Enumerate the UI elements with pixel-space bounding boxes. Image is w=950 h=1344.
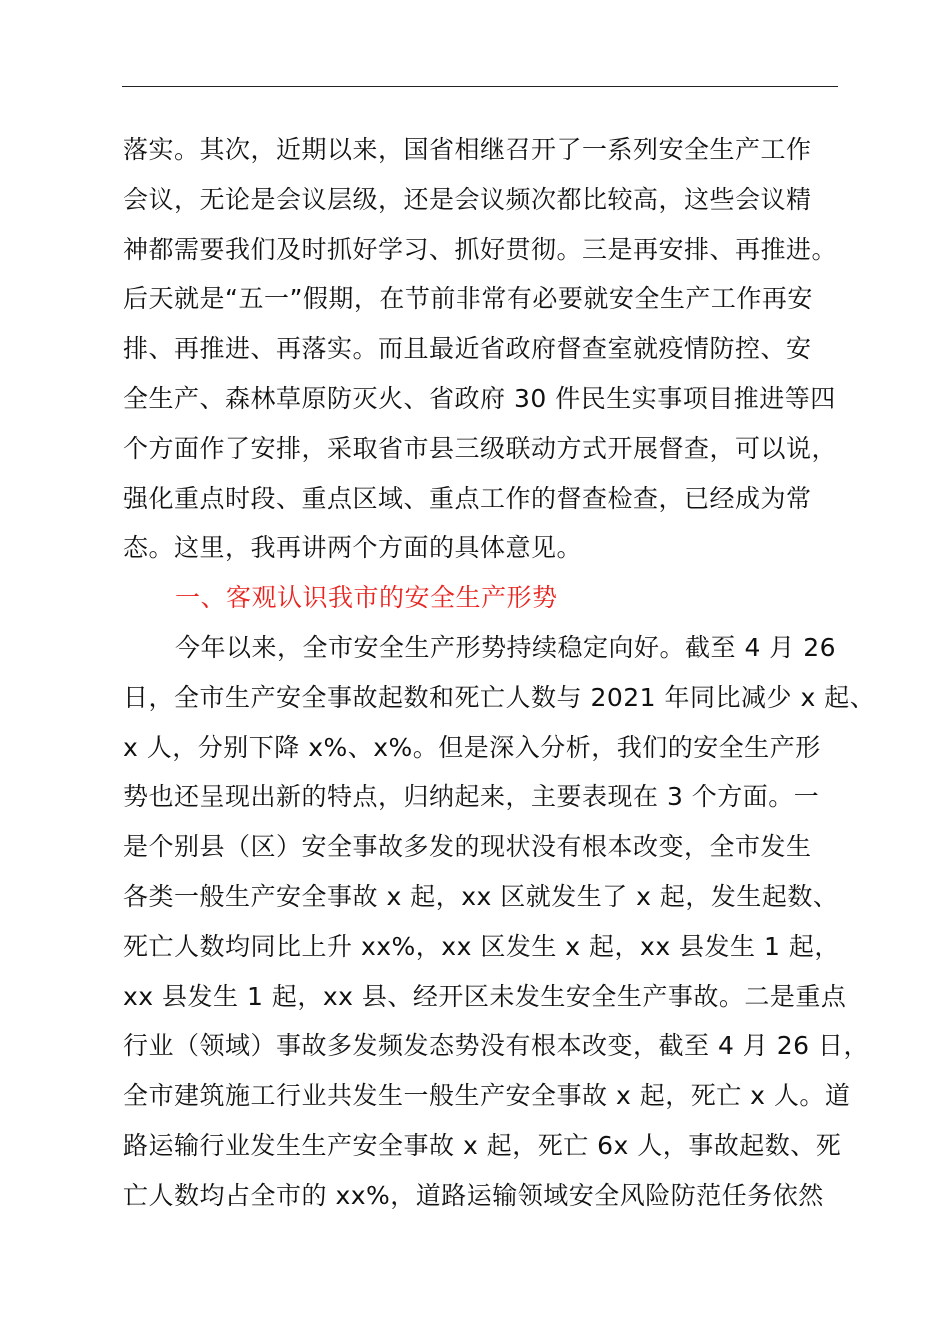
section-paragraph-line: 路运输行业发生生产安全事故 x 起，死亡 6x 人，事故起数、死 (123, 1130, 842, 1160)
section-paragraph-line: x 人，分别下降 x%、x%。但是深入分析，我们的安全生产形 (123, 732, 821, 762)
section-paragraph-line: 行业（领域）事故多发频发态势没有根本改变，截至 4 月 26 日， (123, 1031, 870, 1061)
section-paragraph-line: 亡人数均占全市的 xx%，道路运输领域安全风险防范任务依然 (123, 1180, 824, 1210)
section-paragraph-line: 势也还呈现出新的特点，归纳起来，主要表现在 3 个方面。一 (123, 782, 820, 812)
section-paragraph-line: 是个别县（区）安全事故多发的现状没有根本改变，全市发生 (123, 832, 812, 862)
paragraph-line: 态。这里，我再讲两个方面的具体意见。 (123, 533, 583, 563)
section-paragraph-line: 全市建筑施工行业共发生一般生产安全事故 x 起，死亡 x 人。道 (123, 1081, 851, 1111)
section-paragraph-line: 日，全市生产安全事故起数和死亡人数与 2021 年同比减少 x 起、 (123, 682, 876, 712)
paragraph-line: 落实。其次，近期以来，国省相继召开了一系列安全生产工作 (123, 135, 812, 164)
paragraph-line: 全生产、森林草原防灭火、省政府 30 件民生实事项目推进等四 (123, 383, 836, 413)
paragraph-line: 神都需要我们及时抓好学习、抓好贯彻。三是再安排、再推进。 (123, 234, 838, 264)
body-text (123, 125, 876, 1221)
paragraph-line: 后天就是“五一”假期，在节前非常有必要就安全生产工作再安 (123, 284, 813, 314)
paragraph-line: 排、再推进、再落实。而且最近省政府督查室就疫情防控、安 (123, 334, 812, 364)
header-rule (122, 86, 838, 87)
section-heading: 一、客观认识我市的安全生产形势 (175, 583, 558, 613)
paragraph-line: 强化重点时段、重点区域、重点工作的督查检查，已经成为常 (123, 483, 812, 513)
paragraph-line: 会议，无论是会议层级，还是会议频次都比较高，这些会议精 (123, 184, 812, 214)
section-paragraph-line: 死亡人数均同比上升 xx%，xx 区发生 x 起，xx 县发生 1 起， (123, 931, 840, 961)
section-paragraph-line: xx 县发生 1 起，xx 县、经开区未发生安全生产事故。二是重点 (123, 981, 847, 1011)
paragraph-line: 个方面作了安排，采取省市县三级联动方式开展督查，可以说， (123, 433, 838, 463)
section-paragraph-line: 今年以来，全市安全生产形势持续稳定向好。截至 4 月 26 (175, 632, 837, 662)
section-paragraph-line: 各类一般生产安全事故 x 起，xx 区就发生了 x 起，发生起数、 (123, 881, 839, 911)
